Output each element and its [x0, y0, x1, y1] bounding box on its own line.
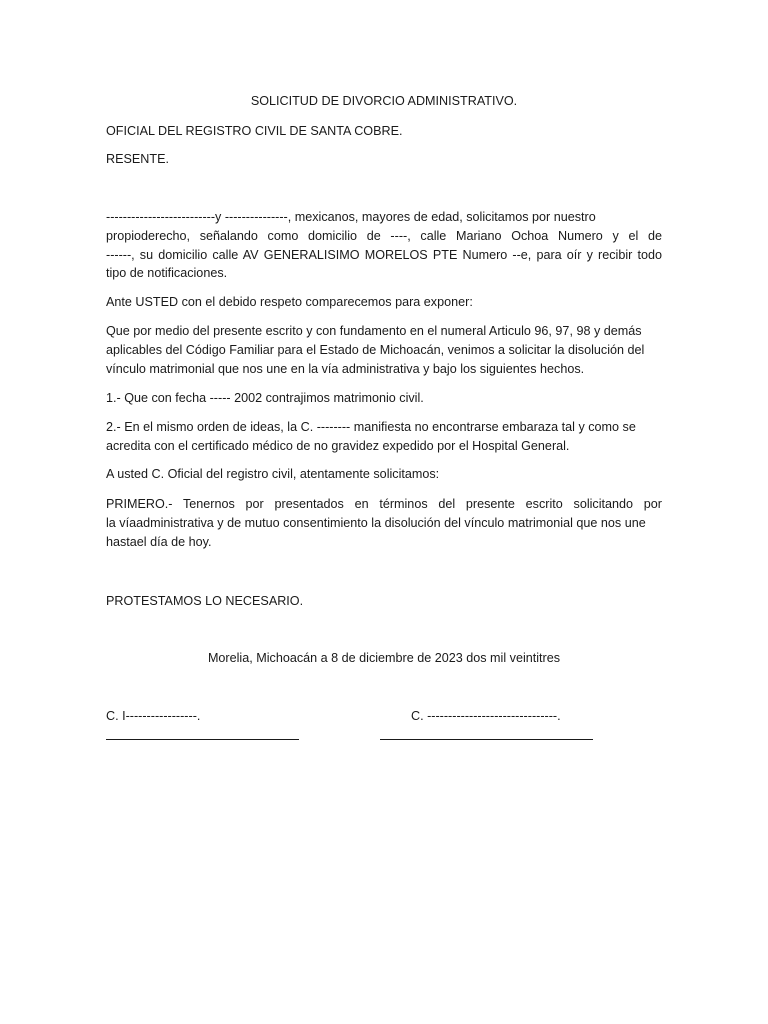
- fact-1: 1.- Que con fecha ----- 2002 contrajimos matrimonio civil.: [106, 391, 424, 405]
- petition-primero: [106, 495, 662, 551]
- paragraph-line: --------------------------y ---------------, mexicanos, mayores de edad, solicitamos por nuestro: [106, 210, 596, 224]
- signature-name-right: C. -------------------------------.: [411, 709, 561, 723]
- signature-line-right: [380, 739, 593, 740]
- paragraph-line: tipo de notificaciones.: [106, 266, 228, 281]
- signature-name-left: C. I-----------------.: [106, 709, 201, 723]
- closing-statement: PROTESTAMOS LO NECESARIO.: [106, 594, 304, 608]
- paragraph-line: propioderecho, señalando como domicilio de ----, calle Mariano Ochoa Numero y el de: [106, 228, 662, 243]
- paragraph-line: 2.- En el mismo orden de ideas, la C. -------- manifiesta no encontrarse embaraza tal y como se: [106, 420, 636, 434]
- signature-line-left: [106, 739, 299, 740]
- addressee: OFICIAL DEL REGISTRO CIVIL DE SANTA COBRE.: [106, 124, 403, 138]
- paragraph-line: Que por medio del presente escrito y con fundamento en el numeral Articulo 96, 97, 98 y demás: [106, 324, 642, 338]
- paragraph-line: vínculo matrimonial que nos une en la vía administrativa y bajo los siguientes hechos.: [106, 361, 585, 376]
- request-intro: A usted C. Oficial del registro civil, atentamente solicitamos:: [106, 467, 440, 481]
- place-and-date: Morelia, Michoacán a 8 de diciembre de 2023 dos mil veintitres: [207, 651, 561, 665]
- fact-2: [106, 418, 662, 456]
- paragraph-legal-basis: [106, 322, 662, 378]
- paragraph-line: la víaadministrativa y de mutuo consentimiento la disolución del vínculo matrimonial que nos une: [106, 515, 646, 530]
- paragraph-line: PRIMERO.- Tenernos por presentados en términos del presente escrito solicitando por: [106, 497, 662, 511]
- paragraph-statement: Ante USTED con el debido respeto comparecemos para exponer:: [106, 295, 473, 309]
- paragraph-line: ------, su domicilio calle AV GENERALISIMO MORELOS PTE Numero --e, para oír y recibir todo: [106, 247, 662, 262]
- paragraph-line: hastael día de hoy.: [106, 534, 212, 549]
- paragraph-parties: [106, 208, 662, 283]
- paragraph-line: acredita con el certificado médico de no gravidez expedido por el Hospital General.: [106, 438, 570, 453]
- document-title: SOLICITUD DE DIVORCIO ADMINISTRATIVO.: [250, 94, 518, 108]
- greeting: RESENTE.: [106, 152, 169, 166]
- paragraph-line: aplicables del Código Familiar para el Estado de Michoacán, venimos a solicitar la disolución del: [106, 342, 645, 357]
